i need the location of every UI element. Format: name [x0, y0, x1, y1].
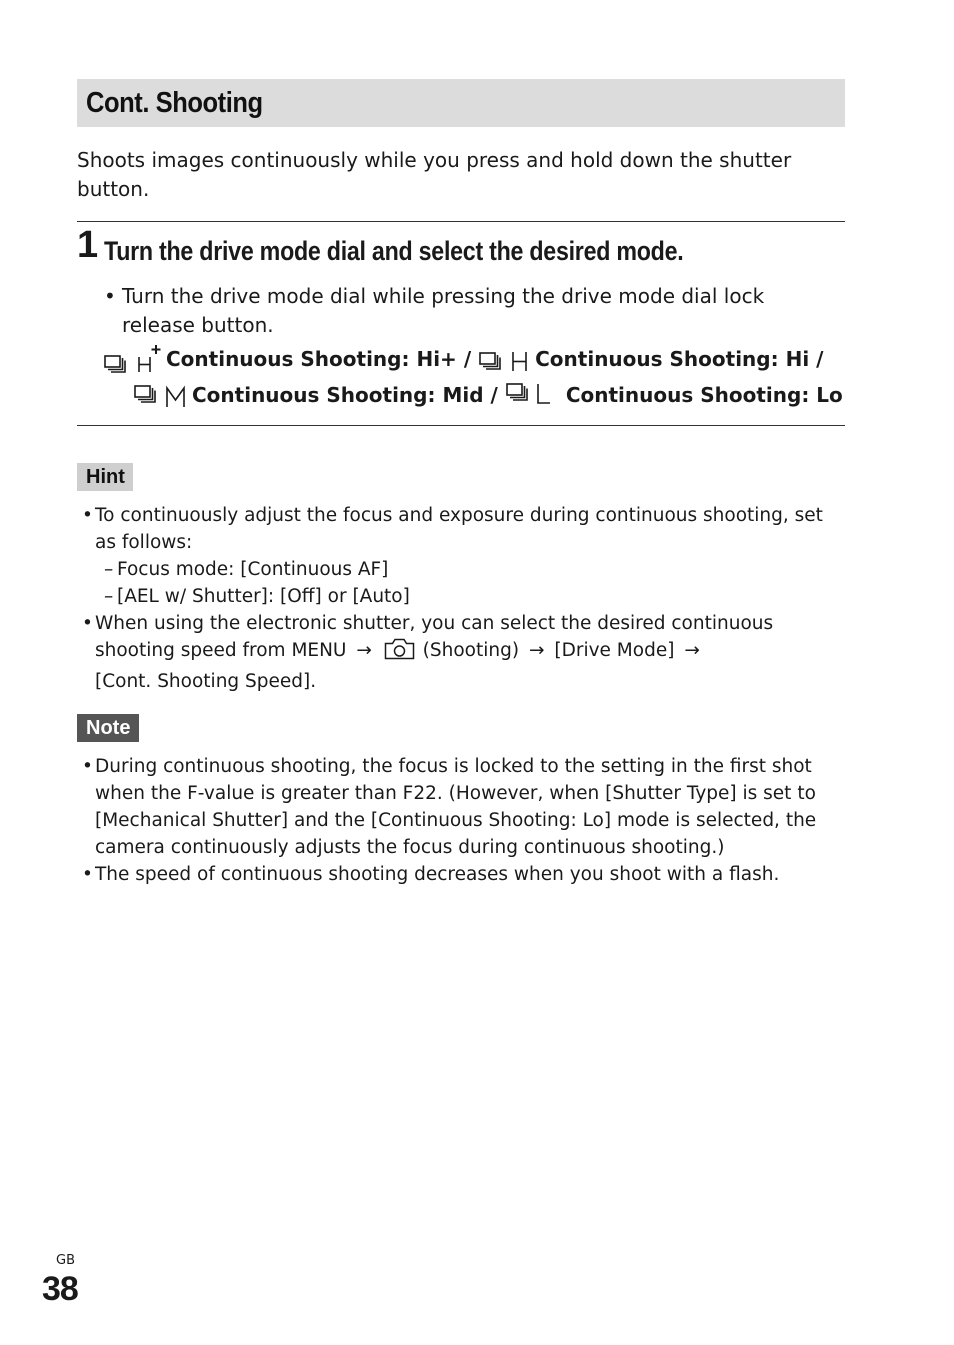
- mode-label-mid: Continuous Shooting: Mid: [192, 383, 484, 407]
- step-bullet: [104, 282, 824, 340]
- dash-marker: –: [104, 586, 114, 607]
- list-item: [82, 861, 842, 888]
- bullet-marker: •: [82, 505, 93, 526]
- continuous-lo-icon: [506, 380, 552, 410]
- note-item-2-text: The speed of continuous shooting decreases when you shoot with a flash.: [95, 864, 780, 885]
- step-title: Turn the drive mode dial and select the desired mode.: [104, 236, 684, 266]
- mode-line-2: [134, 380, 843, 410]
- hint-item-1-text: To continuously adjust the focus and exposure during continuous shooting, set as follows:: [95, 505, 823, 553]
- page-number: 38: [42, 1270, 78, 1308]
- mode-label-lo: Continuous Shooting: Lo: [565, 383, 843, 407]
- camera-icon: [384, 638, 415, 668]
- bullet-marker: •: [104, 284, 116, 308]
- hint-sub-2-text: [AEL w/ Shutter]: [Off] or [Auto]: [117, 586, 410, 607]
- note-item-1-text: During continuous shooting, the focus is locked to the setting in the first shot when the F-value is greater than F22. (However, when [Shutter Type] is set to [Mechanical Shutter] and the [Continuous Shooting: Lo] mode is selected, the camera continuously adjusts the focus during continuous shooting.): [95, 756, 817, 858]
- hint-list: [82, 502, 842, 695]
- hint-sub-1-text: Focus mode: [Continuous AF]: [117, 559, 389, 580]
- sub-item: [82, 583, 842, 610]
- hint-label: Hint: [77, 463, 133, 491]
- arrow-icon: →: [684, 640, 700, 661]
- sub-item: [82, 556, 842, 583]
- mode-line-1: [104, 344, 831, 374]
- mode-separator: /: [816, 347, 824, 371]
- mode-separator: /: [490, 383, 498, 407]
- list-item: [82, 610, 842, 695]
- mode-label-hi-plus: Continuous Shooting: Hi+: [166, 347, 457, 371]
- region-code: GB: [56, 1253, 75, 1268]
- step-number: 1: [77, 224, 99, 266]
- hint-item-2-text-a: When using the electronic shutter, you can select the desired continuous shooting speed from MENU: [95, 613, 774, 661]
- arrow-icon: →: [356, 640, 372, 661]
- note-label: Note: [77, 714, 139, 742]
- bullet-marker: •: [82, 613, 93, 634]
- hint-item-2-text-d: [Cont. Shooting Speed].: [95, 671, 317, 692]
- continuous-hi-plus-icon: [104, 344, 162, 374]
- step-bottom-rule: [77, 425, 845, 426]
- note-list: [82, 753, 842, 888]
- list-item: [82, 753, 842, 861]
- continuous-hi-icon: [479, 344, 531, 374]
- hint-item-2-text-c: [Drive Mode]: [554, 640, 675, 661]
- step-top-rule: [77, 221, 845, 222]
- bullet-marker: •: [82, 756, 93, 777]
- section-title: Cont. Shooting: [86, 87, 263, 119]
- hint-item-2-text-b: (Shooting): [422, 640, 520, 661]
- mode-label-hi: Continuous Shooting: Hi: [535, 347, 810, 371]
- step-bullet-text: Turn the drive mode dial while pressing the drive mode dial lock release button.: [122, 284, 765, 337]
- section-title-bar: [77, 79, 845, 127]
- list-item: [82, 502, 842, 556]
- bullet-marker: •: [82, 864, 93, 885]
- dash-marker: –: [104, 559, 114, 580]
- continuous-mid-icon: [134, 380, 188, 410]
- intro-text: Shoots images continuously while you press and hold down the shutter button.: [77, 148, 792, 201]
- mode-separator: /: [463, 347, 472, 371]
- arrow-icon: →: [528, 640, 545, 661]
